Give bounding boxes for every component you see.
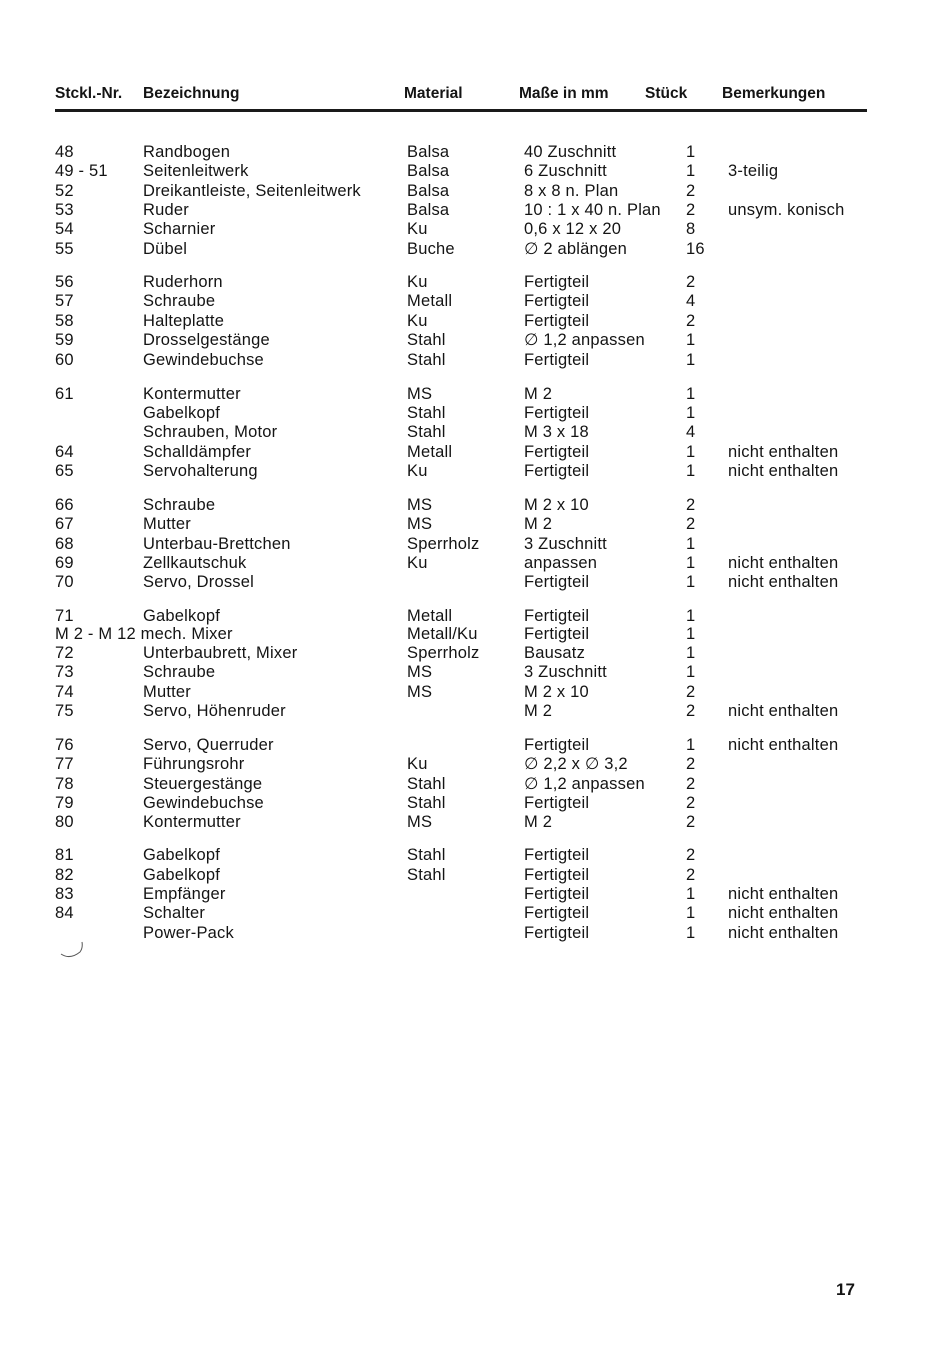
cell-nr: 61 <box>55 385 74 403</box>
cell-stueck: 8 <box>686 220 696 238</box>
table-row <box>0 182 950 201</box>
cell-stueck: 2 <box>686 755 696 773</box>
cell-stueck: 1 <box>686 443 696 461</box>
cell-material: Buche <box>407 240 455 258</box>
table-row <box>0 201 950 220</box>
table-row <box>0 220 950 239</box>
header-material: Material <box>404 85 463 102</box>
header-rule <box>55 109 867 112</box>
cell-nr: 70 <box>55 573 74 591</box>
cell-nr: 54 <box>55 220 74 238</box>
cell-material: MS <box>407 496 433 514</box>
table-row <box>0 496 950 515</box>
cell-nr: 53 <box>55 201 74 219</box>
cell-nr: 67 <box>55 515 74 533</box>
cell-nr: 65 <box>55 462 74 480</box>
cell-bezeichnung: Schrauben, Motor <box>143 423 278 441</box>
header-bemerkungen: Bemerkungen <box>722 85 826 102</box>
cell-nr: 83 <box>55 885 74 903</box>
table-row <box>0 663 950 682</box>
cell-material: Stahl <box>407 404 446 422</box>
cell-bezeichnung: Schalter <box>143 904 206 922</box>
cell-material: Balsa <box>407 182 450 200</box>
cell-material: Ku <box>407 312 428 330</box>
cell-stueck: 1 <box>686 385 696 403</box>
cell-material: Sperrholz <box>407 535 480 553</box>
table-row <box>0 462 950 481</box>
cell-masse: Fertigteil <box>524 885 590 903</box>
cell-bemerkungen: nicht enthalten <box>728 904 839 922</box>
table-row <box>0 866 950 885</box>
cell-bemerkungen: 3-teilig <box>728 162 779 180</box>
cell-material: Sperrholz <box>407 644 480 662</box>
cell-nr: 84 <box>55 904 74 922</box>
cell-stueck: 2 <box>686 496 696 514</box>
cell-material: Stahl <box>407 775 446 793</box>
table-row <box>0 813 950 832</box>
cell-stueck: 2 <box>686 702 696 720</box>
cell-masse: M 2 <box>524 813 553 831</box>
table-row <box>0 924 950 943</box>
cell-bezeichnung: Dübel <box>143 240 188 258</box>
cell-bezeichnung: Drosselgestänge <box>143 331 270 349</box>
cell-nr: 79 <box>55 794 74 812</box>
cell-masse: M 2 <box>524 385 553 403</box>
cell-bezeichnung: Unterbau-Brettchen <box>143 535 291 553</box>
cell-bezeichnung: Gewindebuchse <box>143 794 264 812</box>
cell-stueck: 1 <box>686 607 696 625</box>
cell-masse: ∅ 1,2 anpassen <box>524 331 645 349</box>
cell-bezeichnung: Randbogen <box>143 143 231 161</box>
cell-nr: 49 - 51 <box>55 162 108 180</box>
cell-masse: Fertigteil <box>524 866 590 884</box>
cell-stueck: 1 <box>686 462 696 480</box>
cell-stueck: 1 <box>686 404 696 422</box>
table-row <box>0 385 950 404</box>
table-row <box>0 554 950 573</box>
cell-material: Stahl <box>407 331 446 349</box>
cell-nr: 73 <box>55 663 74 681</box>
cell-nr: 82 <box>55 866 74 884</box>
cell-masse: 8 x 8 n. Plan <box>524 182 619 200</box>
cell-bemerkungen: nicht enthalten <box>728 573 839 591</box>
cell-material: Ku <box>407 755 428 773</box>
cell-stueck: 2 <box>686 312 696 330</box>
cell-masse: M 2 <box>524 515 553 533</box>
cell-bezeichnung: Schalldämpfer <box>143 443 252 461</box>
cell-bezeichnung: Kontermutter <box>143 385 241 403</box>
table-row <box>0 535 950 554</box>
cell-bezeichnung: Scharnier <box>143 220 216 238</box>
pen-mark <box>60 940 84 960</box>
cell-material: MS <box>407 813 433 831</box>
cell-material: Stahl <box>407 351 446 369</box>
cell-stueck: 1 <box>686 351 696 369</box>
cell-stueck: 1 <box>686 331 696 349</box>
cell-masse: Fertigteil <box>524 573 590 591</box>
header-stueck: Stück <box>645 85 688 102</box>
cell-masse: Fertigteil <box>524 904 590 922</box>
cell-material: Balsa <box>407 162 450 180</box>
cell-material: Ku <box>407 273 428 291</box>
table-row <box>0 515 950 534</box>
cell-stueck: 1 <box>686 736 696 754</box>
cell-nr: 72 <box>55 644 74 662</box>
cell-nr: 69 <box>55 554 74 572</box>
cell-stueck: 1 <box>686 162 696 180</box>
table-row <box>0 846 950 865</box>
cell-nr: 64 <box>55 443 74 461</box>
cell-material: Metall/Ku <box>407 625 478 643</box>
cell-stueck: 1 <box>686 904 696 922</box>
cell-masse: Fertigteil <box>524 736 590 754</box>
cell-masse: Fertigteil <box>524 794 590 812</box>
cell-bezeichnung: Servo, Querruder <box>143 736 274 754</box>
cell-nr: 66 <box>55 496 74 514</box>
cell-bemerkungen: nicht enthalten <box>728 702 839 720</box>
table-row <box>0 443 950 462</box>
cell-masse: M 3 x 18 <box>524 423 589 441</box>
cell-bezeichnung: Schraube <box>143 292 216 310</box>
table-row <box>0 292 950 311</box>
cell-masse: Fertigteil <box>524 443 590 461</box>
cell-bemerkungen: unsym. konisch <box>728 201 845 219</box>
table-row <box>0 775 950 794</box>
cell-masse: Fertigteil <box>524 351 590 369</box>
cell-bezeichnung: Halteplatte <box>143 312 225 330</box>
header-bezeichnung: Bezeichnung <box>143 85 240 102</box>
cell-masse: M 2 <box>524 702 553 720</box>
cell-bezeichnung: Schraube <box>143 496 216 514</box>
cell-bezeichnung: Unterbaubrett, Mixer <box>143 644 298 662</box>
cell-nr: 75 <box>55 702 74 720</box>
cell-bemerkungen: nicht enthalten <box>728 885 839 903</box>
cell-nr: 80 <box>55 813 74 831</box>
table-row <box>0 240 950 259</box>
cell-masse: 10 : 1 x 40 n. Plan <box>524 201 661 219</box>
cell-material: MS <box>407 683 433 701</box>
cell-bezeichnung: Seitenleitwerk <box>143 162 249 180</box>
cell-material: Stahl <box>407 794 446 812</box>
cell-stueck: 1 <box>686 924 696 942</box>
cell-material: Balsa <box>407 143 450 161</box>
cell-masse: ∅ 2 ablängen <box>524 240 628 258</box>
cell-bezeichnung: Gewindebuchse <box>143 351 264 369</box>
table-row <box>0 904 950 923</box>
cell-stueck: 1 <box>686 554 696 572</box>
cell-bezeichnung: Gabelkopf <box>143 607 221 625</box>
cell-nr: 68 <box>55 535 74 553</box>
cell-masse: 3 Zuschnitt <box>524 663 607 681</box>
cell-stueck: 1 <box>686 885 696 903</box>
cell-masse: Fertigteil <box>524 273 590 291</box>
cell-material: Ku <box>407 554 428 572</box>
cell-nr: 60 <box>55 351 74 369</box>
cell-masse: 6 Zuschnitt <box>524 162 607 180</box>
cell-bemerkungen: nicht enthalten <box>728 462 839 480</box>
cell-masse: 40 Zuschnitt <box>524 143 617 161</box>
cell-masse: M 2 x 10 <box>524 683 589 701</box>
cell-masse: Fertigteil <box>524 312 590 330</box>
cell-stueck: 1 <box>686 625 696 643</box>
cell-nr: 76 <box>55 736 74 754</box>
cell-bezeichnung: Power-Pack <box>143 924 234 942</box>
cell-nr: M 2 - M 12 mech. Mixer <box>55 625 233 643</box>
cell-bezeichnung: Servo, Höhenruder <box>143 702 286 720</box>
cell-stueck: 2 <box>686 794 696 812</box>
header-masse: Maße in mm <box>519 85 609 102</box>
cell-nr: 74 <box>55 683 74 701</box>
cell-masse: ∅ 2,2 x ∅ 3,2 <box>524 755 628 773</box>
cell-nr: 57 <box>55 292 74 310</box>
table-row <box>0 573 950 592</box>
cell-stueck: 2 <box>686 201 696 219</box>
cell-masse: Fertigteil <box>524 404 590 422</box>
cell-stueck: 4 <box>686 423 696 441</box>
header-nr: Stckl.-Nr. <box>55 85 123 102</box>
cell-bemerkungen: nicht enthalten <box>728 443 839 461</box>
table-row <box>0 702 950 721</box>
cell-material: Ku <box>407 462 428 480</box>
cell-stueck: 2 <box>686 182 696 200</box>
cell-nr: 78 <box>55 775 74 793</box>
cell-bezeichnung: Kontermutter <box>143 813 241 831</box>
cell-material: Stahl <box>407 423 446 441</box>
cell-bemerkungen: nicht enthalten <box>728 924 839 942</box>
table-row <box>0 331 950 350</box>
table-row <box>0 273 950 292</box>
cell-bezeichnung: Empfänger <box>143 885 226 903</box>
cell-masse: Fertigteil <box>524 625 590 643</box>
cell-stueck: 1 <box>686 535 696 553</box>
cell-nr: 55 <box>55 240 74 258</box>
cell-bemerkungen: nicht enthalten <box>728 554 839 572</box>
cell-stueck: 1 <box>686 644 696 662</box>
table-row <box>0 644 950 663</box>
cell-bezeichnung: Steuergestänge <box>143 775 263 793</box>
table-row <box>0 794 950 813</box>
cell-bezeichnung: Mutter <box>143 515 191 533</box>
cell-bezeichnung: Servohalterung <box>143 462 258 480</box>
cell-material: Ku <box>407 220 428 238</box>
cell-masse: Fertigteil <box>524 607 590 625</box>
table-header <box>0 85 950 107</box>
cell-bemerkungen: nicht enthalten <box>728 736 839 754</box>
cell-bezeichnung: Gabelkopf <box>143 846 221 864</box>
cell-bezeichnung: Gabelkopf <box>143 404 221 422</box>
cell-stueck: 2 <box>686 775 696 793</box>
cell-masse: M 2 x 10 <box>524 496 589 514</box>
cell-stueck: 2 <box>686 683 696 701</box>
cell-nr: 71 <box>55 607 74 625</box>
cell-nr: 52 <box>55 182 74 200</box>
cell-bezeichnung: Ruder <box>143 201 189 219</box>
cell-masse: Fertigteil <box>524 462 590 480</box>
cell-masse: anpassen <box>524 554 598 572</box>
cell-bezeichnung: Dreikantleiste, Seitenleitwerk <box>143 182 361 200</box>
table-row <box>0 683 950 702</box>
table-row <box>0 736 950 755</box>
cell-bezeichnung: Ruderhorn <box>143 273 223 291</box>
table-row <box>0 625 950 644</box>
page-number: 17 <box>836 1280 855 1299</box>
cell-nr: 77 <box>55 755 74 773</box>
cell-nr: 59 <box>55 331 74 349</box>
table-row <box>0 143 950 162</box>
cell-stueck: 2 <box>686 866 696 884</box>
cell-material: Stahl <box>407 846 446 864</box>
cell-stueck: 16 <box>686 240 705 258</box>
cell-masse: Bausatz <box>524 644 586 662</box>
cell-stueck: 2 <box>686 273 696 291</box>
table-row <box>0 885 950 904</box>
cell-stueck: 2 <box>686 813 696 831</box>
table-row <box>0 404 950 423</box>
cell-material: Metall <box>407 443 453 461</box>
cell-stueck: 1 <box>686 143 696 161</box>
table-row <box>0 162 950 181</box>
cell-bezeichnung: Zellkautschuk <box>143 554 247 572</box>
cell-material: Stahl <box>407 866 446 884</box>
cell-bezeichnung: Schraube <box>143 663 216 681</box>
cell-material: MS <box>407 515 433 533</box>
table-row <box>0 607 950 626</box>
cell-stueck: 1 <box>686 573 696 591</box>
cell-nr: 58 <box>55 312 74 330</box>
cell-material: Metall <box>407 607 453 625</box>
cell-nr: 48 <box>55 143 74 161</box>
cell-nr: 56 <box>55 273 74 291</box>
cell-material: MS <box>407 663 433 681</box>
cell-stueck: 4 <box>686 292 696 310</box>
cell-bezeichnung: Führungsrohr <box>143 755 245 773</box>
table-row <box>0 351 950 370</box>
cell-bezeichnung: Servo, Drossel <box>143 573 255 591</box>
cell-masse: Fertigteil <box>524 292 590 310</box>
cell-masse: Fertigteil <box>524 846 590 864</box>
table-row <box>0 312 950 331</box>
cell-masse: 3 Zuschnitt <box>524 535 607 553</box>
cell-material: MS <box>407 385 433 403</box>
cell-masse: ∅ 1,2 anpassen <box>524 775 645 793</box>
cell-nr: 81 <box>55 846 74 864</box>
table-row <box>0 423 950 442</box>
cell-bezeichnung: Mutter <box>143 683 191 701</box>
cell-masse: Fertigteil <box>524 924 590 942</box>
cell-material: Balsa <box>407 201 450 219</box>
cell-stueck: 2 <box>686 846 696 864</box>
cell-stueck: 2 <box>686 515 696 533</box>
table-row <box>0 755 950 774</box>
cell-masse: 0,6 x 12 x 20 <box>524 220 622 238</box>
cell-bezeichnung: Gabelkopf <box>143 866 221 884</box>
cell-stueck: 1 <box>686 663 696 681</box>
cell-material: Metall <box>407 292 453 310</box>
